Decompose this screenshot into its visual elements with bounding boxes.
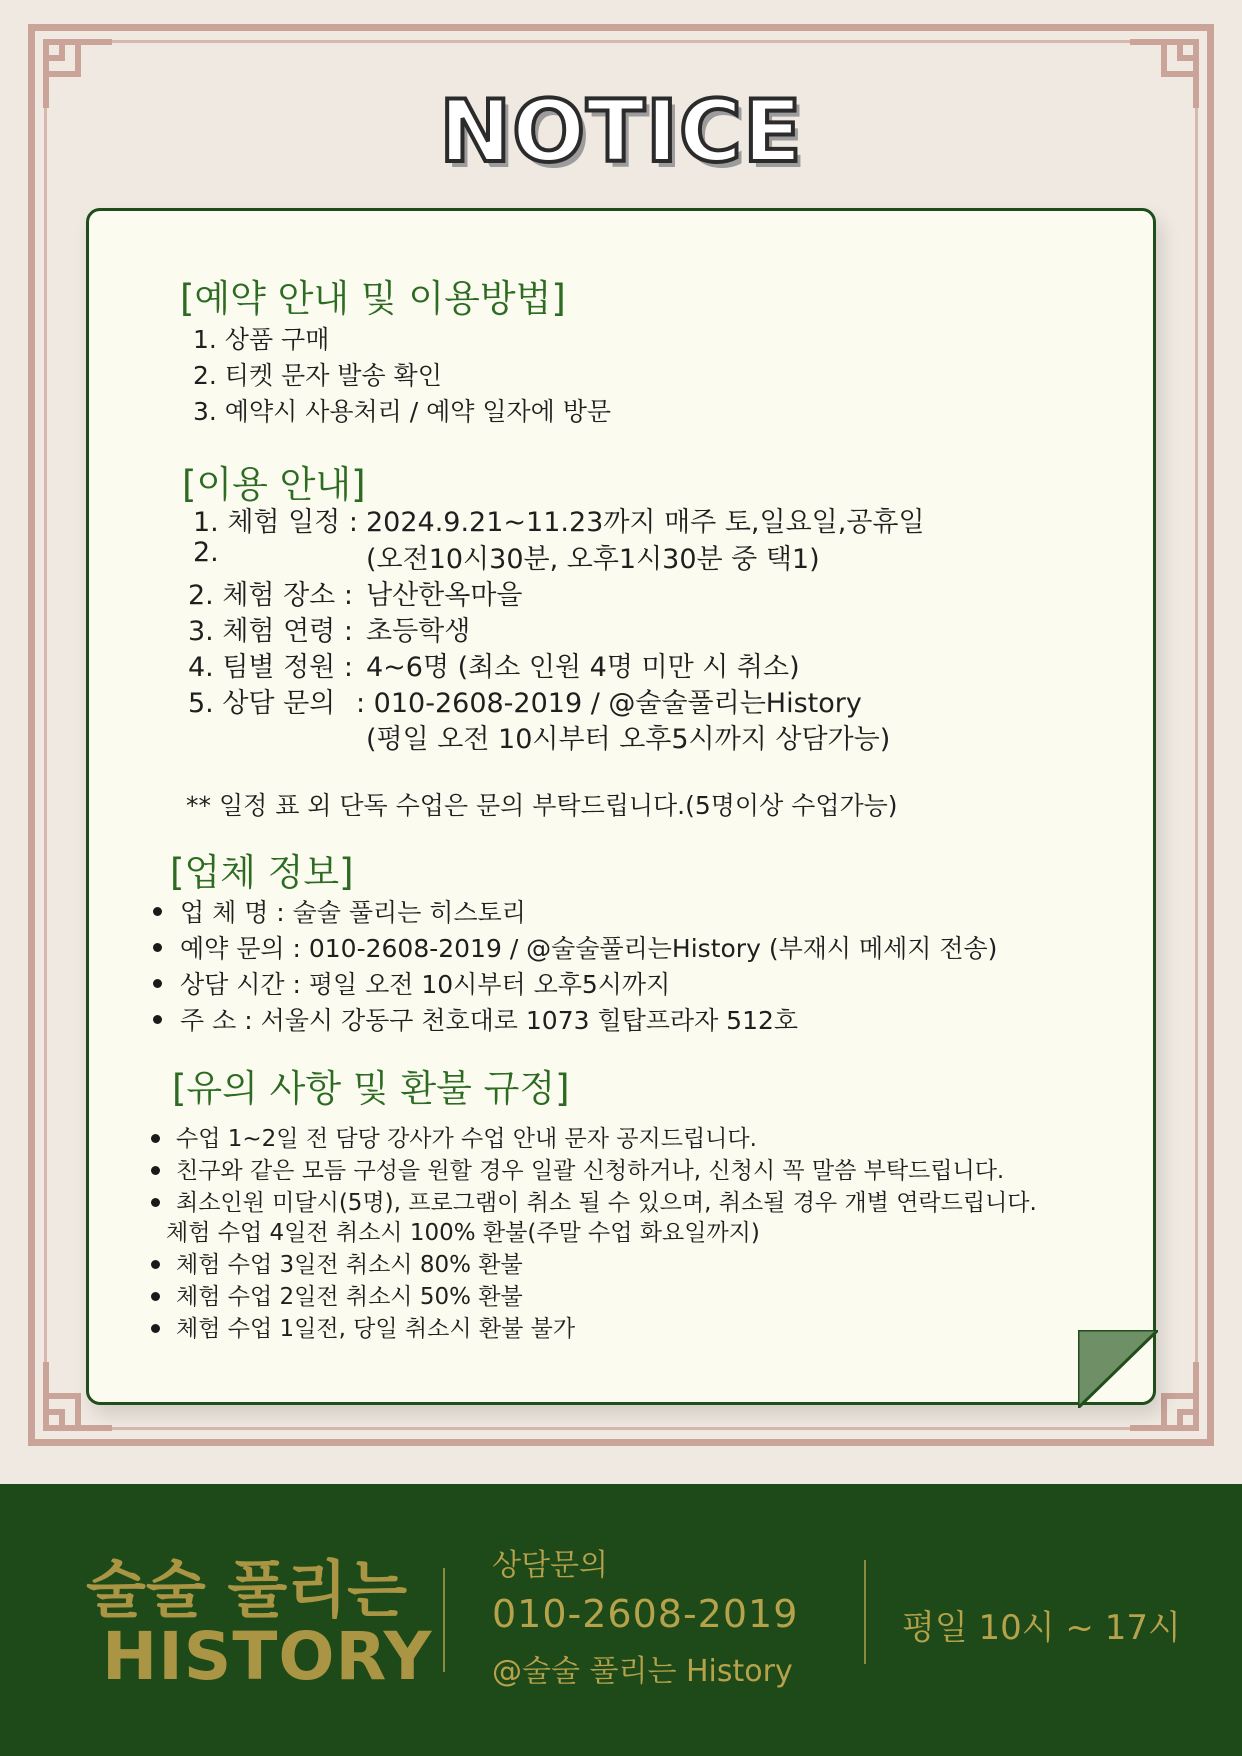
list-item: 수업 1~2일 전 담당 강사가 수업 안내 문자 공지드립니다. (176, 1126, 757, 1152)
notice-title: NOTICE (439, 82, 803, 182)
section-heading-policy: [유의 사항 및 환불 규정] (172, 1067, 570, 1110)
brand-name-line2: HISTORY (102, 1618, 433, 1695)
contact-label: 5. 상담 문의 (188, 688, 336, 719)
footer-divider (864, 1560, 866, 1664)
list-item: 예약 문의 : 010-2608-2019 / @술술풀리는History (부재시 메세지 전송) (180, 934, 998, 963)
contact-hours: (평일 오전 10시부터 오후5시까지 상담가능) (366, 724, 891, 755)
bullet-icon (151, 1166, 160, 1175)
list-item: 1. 상품 구매 (193, 325, 330, 354)
bullet-icon (151, 1324, 160, 1333)
footer-divider (443, 1568, 445, 1672)
list-item: 2. 티켓 문자 발송 확인 (193, 361, 442, 390)
bullet-icon (153, 907, 162, 916)
schedule-times: (오전10시30분, 오후1시30분 중 택1) (366, 544, 820, 575)
team-label: 4. 팀별 정원 : (188, 652, 353, 683)
section-heading-reservation: [예약 안내 및 이용방법] (180, 277, 566, 320)
list-item: 최소인원 미달시(5명), 프로그램이 취소 될 수 있으며, 취소될 경우 개별 연락드립니다. (176, 1190, 1037, 1216)
age-label: 3. 체험 연령 : (188, 616, 353, 647)
schedule-value: 2024.9.21~11.23까지 매주 토,일요일,공휴일 (366, 507, 925, 538)
schedule-num-2: 2. (193, 537, 219, 568)
bullet-icon (151, 1292, 160, 1301)
section-heading-company: [업체 정보] (170, 851, 354, 894)
schedule-label: 1. 체험 일정 : (193, 507, 358, 538)
list-item: 상담 시간 : 평일 오전 10시부터 오후5시까지 (180, 970, 671, 999)
place-label: 2. 체험 장소 : (188, 580, 353, 611)
brand-name-line1: 술술 풀리는 (86, 1553, 408, 1626)
list-item: 3. 예약시 사용처리 / 예약 일자에 방문 (193, 397, 612, 426)
list-item: 주 소 : 서울시 강동구 천호대로 1073 힐탑프라자 512호 (180, 1006, 799, 1035)
list-item: 친구와 같은 모듬 구성을 원할 경우 일괄 신청하거나, 신청시 꼭 말씀 부탁드립니다. (176, 1158, 1005, 1184)
bullet-icon (153, 979, 162, 988)
footer-contact-label: 상담문의 (492, 1548, 608, 1583)
list-item: 체험 수업 1일전, 당일 취소시 환불 불가 (176, 1316, 576, 1342)
bullet-icon (151, 1134, 160, 1143)
footer-phone: 010-2608-2019 (492, 1592, 799, 1636)
list-item: 체험 수업 2일전 취소시 50% 환불 (176, 1284, 523, 1310)
contact-value: : 010-2608-2019 / @술술풀리는History (356, 688, 862, 719)
list-item: 체험 수업 3일전 취소시 80% 환불 (176, 1252, 523, 1278)
bullet-icon (151, 1260, 160, 1269)
bullet-icon (153, 943, 162, 952)
list-item: 업 체 명 : 술술 풀리는 히스토리 (180, 898, 526, 927)
bullet-icon (151, 1198, 160, 1207)
footer-hours: 평일 10시 ~ 17시 (902, 1608, 1181, 1648)
place-value: 남산한옥마을 (366, 580, 523, 611)
team-value: 4~6명 (최소 인원 4명 미만 시 취소) (366, 652, 800, 683)
age-value: 초등학생 (366, 616, 471, 647)
usage-note: ** 일정 표 외 단독 수업은 문의 부탁드립니다.(5명이상 수업가능) (186, 791, 898, 820)
footer-handle: @술술 풀리는 History (492, 1654, 793, 1689)
bullet-icon (153, 1015, 162, 1024)
section-heading-usage: [이용 안내] (182, 463, 366, 506)
refund-4day: 체험 수업 4일전 취소시 100% 환불(주말 수업 화요일까지) (166, 1220, 760, 1246)
